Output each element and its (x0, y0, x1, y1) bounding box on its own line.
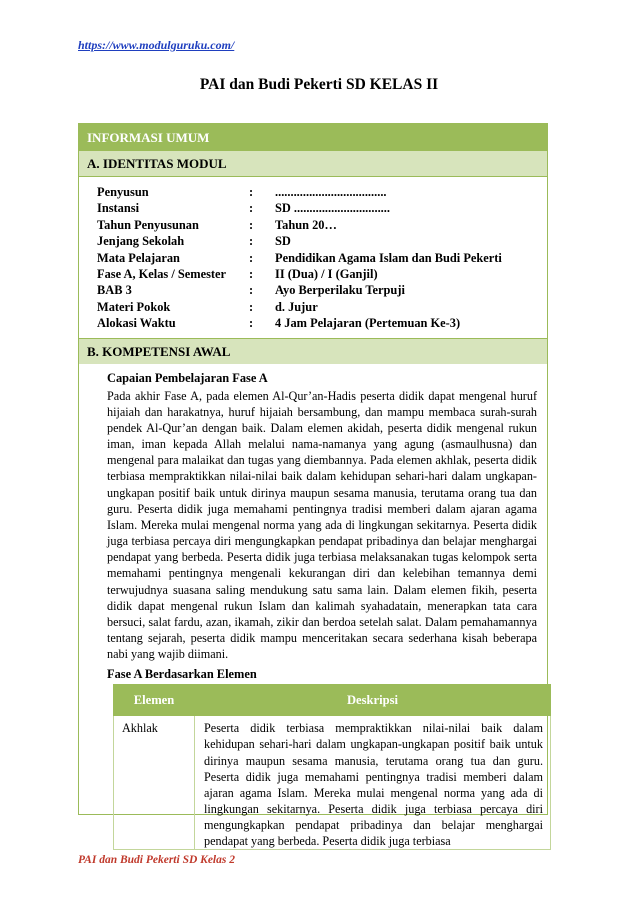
identity-value: Pendidikan Agama Islam dan Budi Pekerti (275, 250, 502, 265)
identity-table (79, 176, 547, 339)
identity-value: SD (275, 234, 291, 249)
kompetensi-awal-heading: B. KOMPETENSI AWAL (79, 339, 547, 364)
capaian-heading: Capaian Pembelajaran Fase A (107, 370, 268, 385)
identity-colon: : (249, 185, 254, 199)
identity-value: SD ............................... (275, 201, 390, 216)
identity-colon: : (249, 234, 254, 249)
identity-colon: : (249, 250, 254, 265)
identity-label: Materi Pokok (97, 299, 171, 314)
identity-value: 4 Jam Pelajaran (Pertemuan Ke-3) (275, 316, 461, 331)
identity-value: .................................... (275, 185, 387, 199)
header-url-link[interactable]: https://www.modulguruku.com/ (78, 38, 235, 52)
elemen-cell: Akhlak (114, 716, 195, 850)
identity-row (97, 266, 547, 282)
identity-row (97, 184, 547, 200)
kompetensi-section (79, 364, 547, 850)
identity-label: Penyusun (97, 185, 149, 199)
identity-row (97, 200, 547, 216)
identity-label: BAB 3 (97, 283, 132, 298)
identity-row (97, 250, 547, 266)
elemen-table (113, 684, 551, 850)
info-umum-heading: INFORMASI UMUM (79, 124, 547, 151)
column-header-elemen: Elemen (114, 685, 195, 716)
table-row (114, 716, 551, 850)
identity-colon: : (249, 267, 254, 282)
identity-label: Fase A, Kelas / Semester (97, 267, 227, 282)
page-footer: PAI dan Budi Pekerti SD Kelas 2 (78, 854, 235, 866)
identity-row (97, 233, 547, 249)
table-header-row (114, 685, 551, 716)
identity-value: II (Dua) / I (Ganjil) (275, 267, 378, 282)
fase-heading: Fase A Berdasarkan Elemen (107, 667, 257, 682)
identity-colon: : (249, 217, 254, 232)
identity-colon: : (249, 316, 254, 331)
identity-colon: : (249, 299, 254, 314)
module-frame (78, 123, 548, 848)
identity-value: Tahun 20… (275, 217, 337, 232)
identity-value: Ayo Berperilaku Terpuji (275, 283, 405, 298)
identity-label: Alokasi Waktu (97, 316, 176, 331)
identity-label: Tahun Penyusunan (97, 217, 199, 232)
capaian-paragraph: Pada akhir Fase A, pada elemen Al-Qur’an-Hadis peserta didik dapat mengenal huruf hijaiah dan harakatnya, huruf hijaiah bersambung, dan mampu membaca surah-surah pendek Al-Qur’an dengan baik. Dalam elemen akidah, peserta didik mengenal rukun iman, iman kepada Allah melalui nama-namanya yang agung (asmaulhusna) dan mengenal para malaikat dan tugas yang diembannya. Pada elemen akhlak, peserta didik terbiasa mempraktikkan nilai-nilai baik dalam kehidupan sehari-hari dalam ungkapan-ungkapan positif baik untuk dirinya maupun sesama manusia, terutama orang tua dan guru. Peserta didik juga memahami pentingnya tradisi memberi dalam ajaran agama Islam. Mereka mulai mengenal norma yang ada di lingkungan sekitarnya. Peserta didik juga terbiasa percaya diri mengungkapkan pendapat pribadinya dan belajar menghargai pendapat yang berbeda. Peserta didik juga terbiasa melaksanakan tugas kelompok serta memahami pentingnya mengenali kekurangan diri dan kelebihan temannya demi terwujudnya suasana saling mendukung satu sama lain. Dalam elemen fikih, peserta didik dapat mengenal rukun Islam dan kalimah syahadatain, menerapkan tata cara bersuci, salat fardu, azan, ikamah, zikir dan berdoa setelah salat. Dalam pemahamannya tentang sejarah, peserta didik mampu menceritakan secara sederhana kisah beberapa nabi yang wajib diimani. (107, 388, 537, 662)
identity-colon: : (249, 283, 254, 298)
column-header-deskripsi: Deskripsi (195, 685, 551, 716)
identity-label: Instansi (97, 201, 140, 216)
deskripsi-cell: Peserta didik terbiasa mempraktikkan nilai-nilai baik dalam kehidupan sehari-hari dalam ungkapan-ungkapan positif baik untuk dirinya maupun sesama manusia, terutama orang tua dan guru. Peserta didik juga memahami pentingnya tradisi memberi dalam ajaran agama Islam. Mereka mulai mengenal norma yang ada di lingkungan sekitarnya. Peserta didik juga terbiasa percaya diri mengungkapkan pendapat pribadinya dan belajar menghargai pendapat yang berbeda. Peserta didik juga terbiasa (195, 716, 551, 850)
identity-row (97, 299, 547, 315)
identity-row (97, 217, 547, 233)
identity-label: Jenjang Sekolah (97, 234, 185, 249)
identity-label: Mata Pelajaran (97, 250, 180, 265)
identity-row (97, 282, 547, 298)
identity-value: d. Jujur (275, 299, 318, 314)
identity-row (97, 315, 547, 331)
identitas-modul-heading: A. IDENTITAS MODUL (79, 151, 547, 176)
document-title: PAI dan Budi Pekerti SD KELAS II (199, 76, 439, 93)
identity-colon: : (249, 201, 254, 216)
